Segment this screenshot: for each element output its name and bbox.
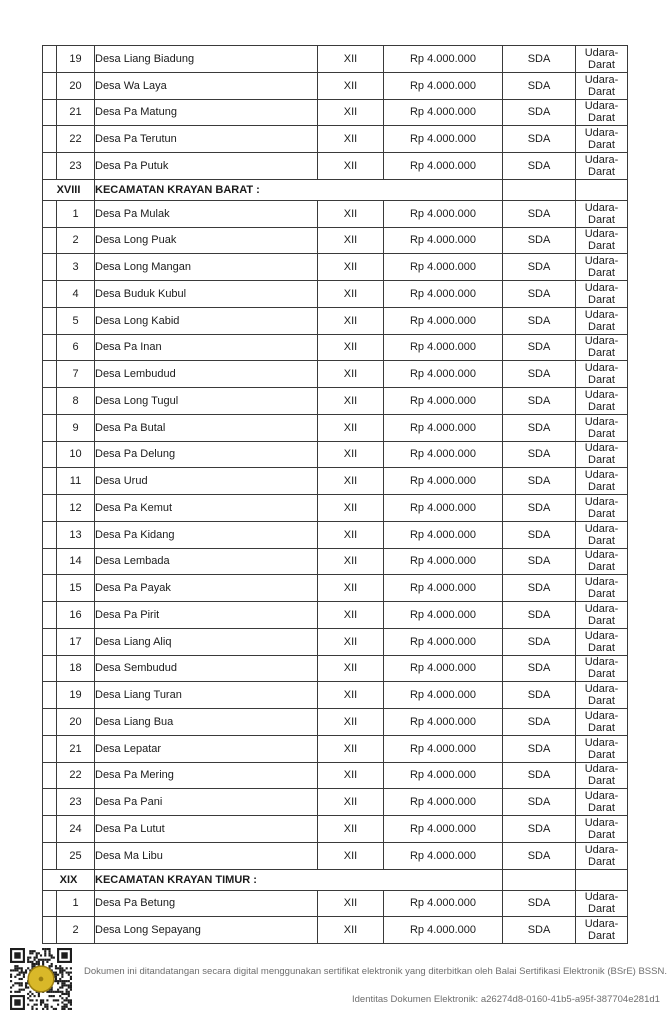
village-name: Desa Wa Laya	[95, 72, 318, 99]
transport-cell: Udara- Darat	[576, 388, 628, 415]
row-number: 20	[57, 72, 95, 99]
transport-cell: Udara- Darat	[576, 361, 628, 388]
blank-cell	[43, 816, 57, 843]
amount-cell: Rp 4.000.000	[384, 254, 503, 281]
transport-cell: Udara- Darat	[576, 99, 628, 126]
row-number: 20	[57, 709, 95, 736]
table-row	[43, 72, 628, 99]
village-name: Desa Liang Turan	[95, 682, 318, 709]
village-name: Desa Lembada	[95, 548, 318, 575]
blank-cell	[43, 46, 57, 73]
village-name: Desa Pa Inan	[95, 334, 318, 361]
transport-cell: Udara- Darat	[576, 254, 628, 281]
period-cell: XII	[318, 842, 384, 869]
transport-cell: Udara- Darat	[576, 153, 628, 180]
village-table-body	[43, 46, 628, 944]
period-cell: XII	[318, 254, 384, 281]
period-cell: XII	[318, 521, 384, 548]
amount-cell: Rp 4.000.000	[384, 709, 503, 736]
village-name: Desa Pa Pani	[95, 789, 318, 816]
row-number: 3	[57, 254, 95, 281]
transport-cell: Udara- Darat	[576, 709, 628, 736]
village-name: Desa Liang Biadung	[95, 46, 318, 73]
document-identity-text: Identitas Dokumen Elektronik: a26274d8-0160-41b5-a95f-387704e281d1	[352, 994, 660, 1005]
transport-cell: Udara- Darat	[576, 200, 628, 227]
blank-cell	[43, 495, 57, 522]
source-cell: SDA	[503, 816, 576, 843]
row-number: 21	[57, 735, 95, 762]
source-cell: SDA	[503, 735, 576, 762]
transport-cell: Udara- Darat	[576, 917, 628, 944]
transport-cell: Udara- Darat	[576, 890, 628, 917]
digital-signature-note: Dokumen ini ditandatangan secara digital menggunakan sertifikat elektronik yang diterbitkan oleh Balai Sertifikasi Elektronik (BSrE) BSSN.	[84, 966, 667, 977]
row-number: 16	[57, 602, 95, 629]
period-cell: XII	[318, 917, 384, 944]
period-cell: XII	[318, 334, 384, 361]
blank-cell	[43, 414, 57, 441]
period-cell: XII	[318, 890, 384, 917]
period-cell: XII	[318, 99, 384, 126]
period-cell: XII	[318, 46, 384, 73]
period-cell: XII	[318, 495, 384, 522]
village-name: Desa Pa Pirit	[95, 602, 318, 629]
amount-cell: Rp 4.000.000	[384, 735, 503, 762]
table-row	[43, 789, 628, 816]
source-cell: SDA	[503, 307, 576, 334]
source-cell: SDA	[503, 495, 576, 522]
blank-cell	[43, 72, 57, 99]
transport-cell: Udara- Darat	[576, 655, 628, 682]
amount-cell: Rp 4.000.000	[384, 307, 503, 334]
row-number: 22	[57, 762, 95, 789]
transport-cell-empty	[576, 179, 628, 200]
table-row	[43, 682, 628, 709]
transport-cell-empty	[576, 869, 628, 890]
village-name: Desa Lepatar	[95, 735, 318, 762]
source-cell: SDA	[503, 46, 576, 73]
transport-cell: Udara- Darat	[576, 281, 628, 308]
village-name: Desa Pa Kemut	[95, 495, 318, 522]
transport-cell: Udara- Darat	[576, 816, 628, 843]
amount-cell: Rp 4.000.000	[384, 762, 503, 789]
period-cell: XII	[318, 602, 384, 629]
village-name: Desa Pa Kidang	[95, 521, 318, 548]
transport-cell: Udara- Darat	[576, 126, 628, 153]
transport-cell: Udara- Darat	[576, 682, 628, 709]
blank-cell	[43, 890, 57, 917]
source-cell: SDA	[503, 414, 576, 441]
source-cell: SDA	[503, 441, 576, 468]
village-name: Desa Sembudud	[95, 655, 318, 682]
row-number: 7	[57, 361, 95, 388]
table-row	[43, 548, 628, 575]
section-number: XIX	[43, 869, 95, 890]
row-number: 14	[57, 548, 95, 575]
blank-cell	[43, 307, 57, 334]
source-cell: SDA	[503, 917, 576, 944]
amount-cell: Rp 4.000.000	[384, 200, 503, 227]
amount-cell: Rp 4.000.000	[384, 468, 503, 495]
source-cell: SDA	[503, 709, 576, 736]
village-name: Desa Liang Bua	[95, 709, 318, 736]
source-cell: SDA	[503, 575, 576, 602]
table-row	[43, 917, 628, 944]
amount-cell: Rp 4.000.000	[384, 153, 503, 180]
table-row	[43, 200, 628, 227]
transport-cell: Udara- Darat	[576, 602, 628, 629]
table-row	[43, 628, 628, 655]
period-cell: XII	[318, 200, 384, 227]
row-number: 11	[57, 468, 95, 495]
transport-cell: Udara- Darat	[576, 548, 628, 575]
table-row	[43, 441, 628, 468]
blank-cell	[43, 842, 57, 869]
amount-cell: Rp 4.000.000	[384, 789, 503, 816]
amount-cell: Rp 4.000.000	[384, 495, 503, 522]
village-name: Desa Pa Delung	[95, 441, 318, 468]
transport-cell: Udara- Darat	[576, 468, 628, 495]
period-cell: XII	[318, 153, 384, 180]
blank-cell	[43, 709, 57, 736]
blank-cell	[43, 441, 57, 468]
source-cell-empty	[503, 179, 576, 200]
table-row	[43, 46, 628, 73]
period-cell: XII	[318, 682, 384, 709]
period-cell: XII	[318, 281, 384, 308]
village-name: Desa Pa Putuk	[95, 153, 318, 180]
period-cell: XII	[318, 628, 384, 655]
period-cell: XII	[318, 762, 384, 789]
amount-cell: Rp 4.000.000	[384, 72, 503, 99]
table-row	[43, 99, 628, 126]
blank-cell	[43, 468, 57, 495]
section-number: XVIII	[43, 179, 95, 200]
row-number: 8	[57, 388, 95, 415]
blank-cell	[43, 126, 57, 153]
source-cell: SDA	[503, 99, 576, 126]
section-header-row	[43, 869, 628, 890]
village-name: Desa Pa Lutut	[95, 816, 318, 843]
blank-cell	[43, 917, 57, 944]
village-name: Desa Ma Libu	[95, 842, 318, 869]
amount-cell: Rp 4.000.000	[384, 548, 503, 575]
period-cell: XII	[318, 361, 384, 388]
table-row	[43, 254, 628, 281]
table-row	[43, 655, 628, 682]
row-number: 1	[57, 200, 95, 227]
amount-cell: Rp 4.000.000	[384, 890, 503, 917]
row-number: 23	[57, 789, 95, 816]
row-number: 15	[57, 575, 95, 602]
row-number: 17	[57, 628, 95, 655]
table-row	[43, 361, 628, 388]
transport-cell: Udara- Darat	[576, 789, 628, 816]
table-row	[43, 468, 628, 495]
table-row	[43, 735, 628, 762]
amount-cell: Rp 4.000.000	[384, 441, 503, 468]
source-cell: SDA	[503, 842, 576, 869]
table-row	[43, 521, 628, 548]
table-row	[43, 495, 628, 522]
period-cell: XII	[318, 709, 384, 736]
table-row	[43, 281, 628, 308]
row-number: 9	[57, 414, 95, 441]
source-cell: SDA	[503, 126, 576, 153]
table-row	[43, 890, 628, 917]
table-row	[43, 762, 628, 789]
amount-cell: Rp 4.000.000	[384, 628, 503, 655]
table-row	[43, 575, 628, 602]
source-cell: SDA	[503, 227, 576, 254]
source-cell: SDA	[503, 628, 576, 655]
transport-cell: Udara- Darat	[576, 628, 628, 655]
period-cell: XII	[318, 468, 384, 495]
amount-cell: Rp 4.000.000	[384, 816, 503, 843]
table-row	[43, 388, 628, 415]
period-cell: XII	[318, 227, 384, 254]
blank-cell	[43, 628, 57, 655]
village-name: Desa Pa Butal	[95, 414, 318, 441]
section-title: KECAMATAN KRAYAN TIMUR :	[95, 869, 503, 890]
village-name: Desa Lembudud	[95, 361, 318, 388]
source-cell: SDA	[503, 153, 576, 180]
row-number: 4	[57, 281, 95, 308]
blank-cell	[43, 548, 57, 575]
amount-cell: Rp 4.000.000	[384, 46, 503, 73]
blank-cell	[43, 200, 57, 227]
village-name: Desa Long Tugul	[95, 388, 318, 415]
period-cell: XII	[318, 816, 384, 843]
amount-cell: Rp 4.000.000	[384, 575, 503, 602]
source-cell: SDA	[503, 762, 576, 789]
amount-cell: Rp 4.000.000	[384, 917, 503, 944]
row-number: 2	[57, 227, 95, 254]
table-row	[43, 414, 628, 441]
amount-cell: Rp 4.000.000	[384, 602, 503, 629]
amount-cell: Rp 4.000.000	[384, 414, 503, 441]
transport-cell: Udara- Darat	[576, 575, 628, 602]
village-name: Desa Long Mangan	[95, 254, 318, 281]
source-cell: SDA	[503, 655, 576, 682]
source-cell: SDA	[503, 72, 576, 99]
village-name: Desa Long Kabid	[95, 307, 318, 334]
blank-cell	[43, 682, 57, 709]
village-name: Desa Liang Aliq	[95, 628, 318, 655]
table-row	[43, 227, 628, 254]
transport-cell: Udara- Darat	[576, 227, 628, 254]
amount-cell: Rp 4.000.000	[384, 682, 503, 709]
source-cell: SDA	[503, 602, 576, 629]
source-cell: SDA	[503, 890, 576, 917]
village-name: Desa Long Sepayang	[95, 917, 318, 944]
row-number: 19	[57, 682, 95, 709]
blank-cell	[43, 388, 57, 415]
transport-cell: Udara- Darat	[576, 495, 628, 522]
period-cell: XII	[318, 126, 384, 153]
period-cell: XII	[318, 388, 384, 415]
row-number: 23	[57, 153, 95, 180]
table-row	[43, 709, 628, 736]
source-cell: SDA	[503, 361, 576, 388]
digital-signature-qr-icon	[10, 948, 72, 1010]
transport-cell: Udara- Darat	[576, 842, 628, 869]
amount-cell: Rp 4.000.000	[384, 521, 503, 548]
row-number: 24	[57, 816, 95, 843]
source-cell: SDA	[503, 548, 576, 575]
amount-cell: Rp 4.000.000	[384, 126, 503, 153]
village-name: Desa Buduk Kubul	[95, 281, 318, 308]
source-cell: SDA	[503, 521, 576, 548]
blank-cell	[43, 602, 57, 629]
row-number: 6	[57, 334, 95, 361]
village-name: Desa Pa Payak	[95, 575, 318, 602]
section-header-row	[43, 179, 628, 200]
period-cell: XII	[318, 441, 384, 468]
amount-cell: Rp 4.000.000	[384, 361, 503, 388]
table-row	[43, 602, 628, 629]
transport-cell: Udara- Darat	[576, 414, 628, 441]
amount-cell: Rp 4.000.000	[384, 655, 503, 682]
blank-cell	[43, 153, 57, 180]
table-row	[43, 126, 628, 153]
row-number: 13	[57, 521, 95, 548]
table-row	[43, 334, 628, 361]
row-number: 18	[57, 655, 95, 682]
blank-cell	[43, 521, 57, 548]
period-cell: XII	[318, 789, 384, 816]
source-cell: SDA	[503, 334, 576, 361]
village-name: Desa Pa Matung	[95, 99, 318, 126]
transport-cell: Udara- Darat	[576, 334, 628, 361]
row-number: 5	[57, 307, 95, 334]
row-number: 19	[57, 46, 95, 73]
source-cell: SDA	[503, 281, 576, 308]
section-title: KECAMATAN KRAYAN BARAT :	[95, 179, 503, 200]
table-row	[43, 153, 628, 180]
blank-cell	[43, 735, 57, 762]
transport-cell: Udara- Darat	[576, 735, 628, 762]
row-number: 10	[57, 441, 95, 468]
amount-cell: Rp 4.000.000	[384, 227, 503, 254]
source-cell: SDA	[503, 789, 576, 816]
blank-cell	[43, 281, 57, 308]
period-cell: XII	[318, 575, 384, 602]
transport-cell: Udara- Darat	[576, 46, 628, 73]
row-number: 21	[57, 99, 95, 126]
blank-cell	[43, 227, 57, 254]
amount-cell: Rp 4.000.000	[384, 842, 503, 869]
period-cell: XII	[318, 414, 384, 441]
row-number: 12	[57, 495, 95, 522]
village-name: Desa Urud	[95, 468, 318, 495]
row-number: 25	[57, 842, 95, 869]
source-cell: SDA	[503, 254, 576, 281]
transport-cell: Udara- Darat	[576, 441, 628, 468]
table-row	[43, 816, 628, 843]
transport-cell: Udara- Darat	[576, 521, 628, 548]
period-cell: XII	[318, 655, 384, 682]
transport-cell: Udara- Darat	[576, 307, 628, 334]
table-row	[43, 842, 628, 869]
blank-cell	[43, 575, 57, 602]
row-number: 2	[57, 917, 95, 944]
source-cell: SDA	[503, 388, 576, 415]
row-number: 22	[57, 126, 95, 153]
source-cell-empty	[503, 869, 576, 890]
blank-cell	[43, 762, 57, 789]
source-cell: SDA	[503, 468, 576, 495]
period-cell: XII	[318, 72, 384, 99]
period-cell: XII	[318, 307, 384, 334]
blank-cell	[43, 99, 57, 126]
amount-cell: Rp 4.000.000	[384, 99, 503, 126]
source-cell: SDA	[503, 200, 576, 227]
blank-cell	[43, 254, 57, 281]
period-cell: XII	[318, 548, 384, 575]
blank-cell	[43, 789, 57, 816]
table-row	[43, 307, 628, 334]
village-allocation-table	[42, 45, 628, 944]
transport-cell: Udara- Darat	[576, 762, 628, 789]
village-name: Desa Pa Terutun	[95, 126, 318, 153]
source-cell: SDA	[503, 682, 576, 709]
amount-cell: Rp 4.000.000	[384, 334, 503, 361]
blank-cell	[43, 334, 57, 361]
amount-cell: Rp 4.000.000	[384, 281, 503, 308]
village-name: Desa Pa Mulak	[95, 200, 318, 227]
village-name: Desa Long Puak	[95, 227, 318, 254]
row-number: 1	[57, 890, 95, 917]
village-name: Desa Pa Betung	[95, 890, 318, 917]
period-cell: XII	[318, 735, 384, 762]
village-name: Desa Pa Mering	[95, 762, 318, 789]
blank-cell	[43, 361, 57, 388]
blank-cell	[43, 655, 57, 682]
amount-cell: Rp 4.000.000	[384, 388, 503, 415]
transport-cell: Udara- Darat	[576, 72, 628, 99]
